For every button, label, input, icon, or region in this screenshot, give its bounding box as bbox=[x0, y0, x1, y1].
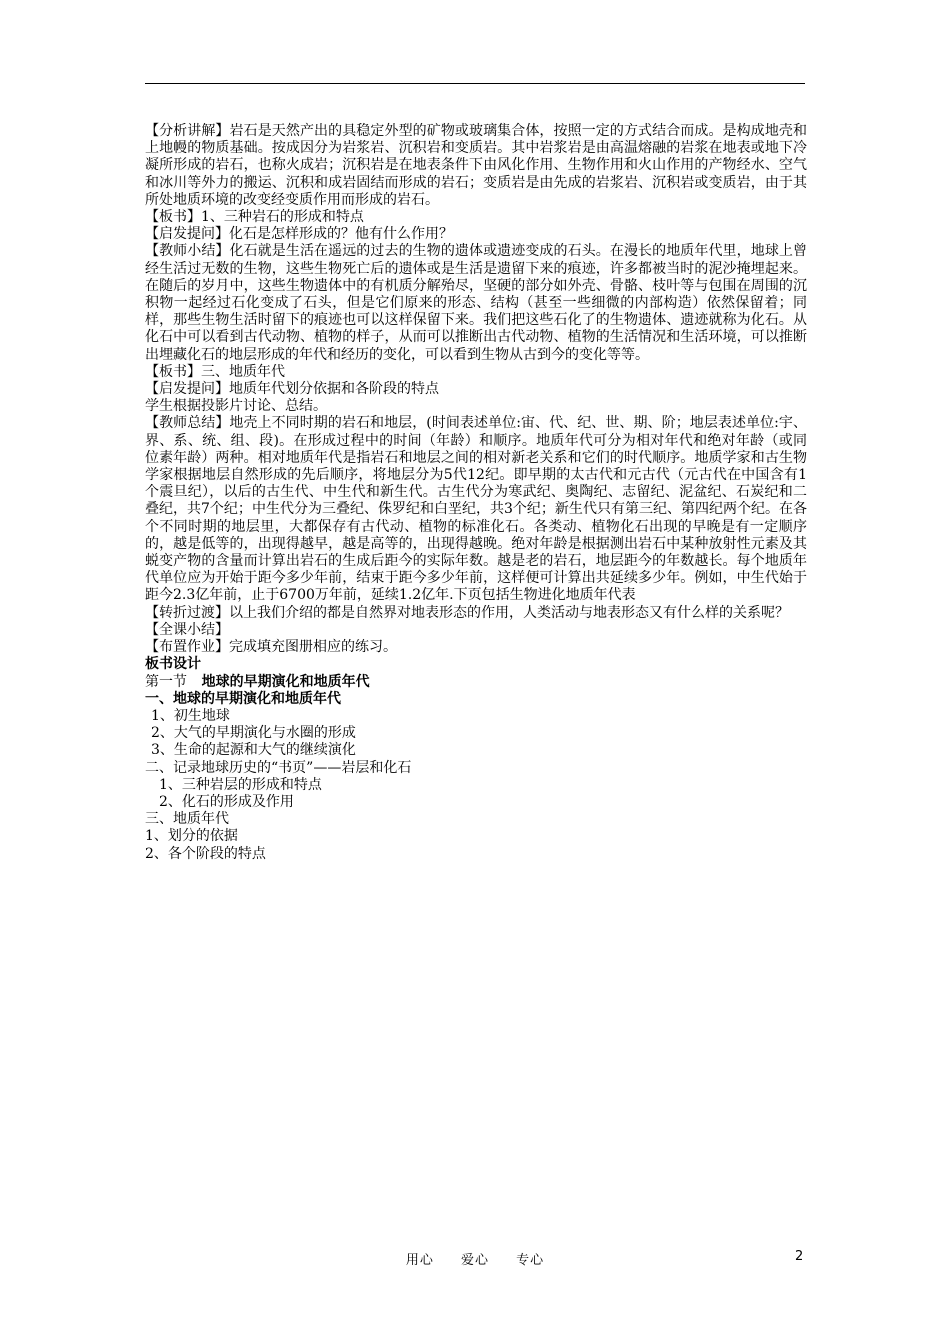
board-item: 3、生命的起源和大气的继续演化 bbox=[151, 742, 356, 759]
paragraph-board-3: 【板书】三、地质年代 bbox=[145, 363, 285, 380]
document-body bbox=[145, 123, 807, 863]
board-item: 二、记录地球历史的“书页”——岩层和化石 bbox=[145, 759, 412, 776]
paragraph-analysis: 【分析讲解】岩石是天然产出的具稳定外型的矿物或玻璃集合体，按照一定的方式结合而成。是构成地壳和上地幔的物质基础。按成因分为岩浆岩、沉积岩和变质岩。其中岩浆岩是由高温熔融的岩浆在地表或地下冷凝所形成的岩石，也称火成岩；沉积岩是在地表条件下由风化作用、生物作用和火山作用的产物经水、空气和冰川等外力的搬运、沉积和成岩固结而形成的岩石；变质岩是由先成的岩浆岩、沉积岩或变质岩，由于其所处地质环境的改变经变质作用而形成的岩石。 bbox=[145, 123, 807, 208]
section-title: 地球的早期演化和地质年代 bbox=[201, 673, 370, 690]
board-item: 2、化石的形成及作用 bbox=[159, 793, 294, 810]
board-item: 一、地球的早期演化和地质年代 bbox=[145, 690, 341, 707]
board-item: 1、初生地球 bbox=[151, 707, 230, 724]
board-design-title: 板书设计 bbox=[145, 656, 201, 673]
paragraph-question-fossil: 【启发提问】化石是怎样形成的？他有什么作用？ bbox=[145, 226, 453, 243]
board-item: 2、大气的早期演化与水圈的形成 bbox=[151, 725, 356, 742]
paragraph-homework: 【布置作业】完成填充图册相应的练习。 bbox=[145, 639, 397, 656]
paragraph-teacher-summary: 【教师小结】化石就是生活在遥远的过去的生物的遗体或遗迹变成的石头。在漫长的地质年代里，地球上曾经生活过无数的生物，这些生物死亡后的遗体或是生活是遗留下来的痕迹，许多都被当时的泥沙掩埋起来。在随后的岁月中，这些生物遗体中的有机质分解殆尽，坚硬的部分如外壳、骨骼、枝叶等与包围在周围的沉积物一起经过石化变成了石头，但是它们原来的形态、结构（甚至一些细微的内部构造）依然保留着；同样，那些生物生活时留下的痕迹也可以这样保留下来。我们把这些石化了的生物遗体、遗迹就称为化石。从化石中可以看到古代动物、植物的样子，从而可以推断出古代动物、植物的生活情况和生活环境，可以推断出埋藏化石的地层形成的年代和经历的变化，可以看到生物从古到今的变化等等。 bbox=[145, 243, 807, 363]
paragraph-transition: 【转折过渡】以上我们介绍的都是自然界对地表形态的作用，人类活动与地表形态又有什么样的关系呢？ bbox=[145, 604, 789, 621]
footer-motto: 用心 爱心 专心 bbox=[405, 1253, 545, 1268]
paragraph-student-discussion: 学生根据投影片讨论、总结。 bbox=[145, 398, 327, 415]
section-prefix: 第一节 bbox=[145, 673, 187, 690]
paragraph-teacher-conclusion: 【教师总结】地壳上不同时期的岩石和地层，(时间表述单位:宙、代、纪、世、期、阶；地层表述单位:宇、界、系、统、组、段)。在形成过程中的时间（年龄）和顺序。地质年代可分为相对年代和绝对年龄（或同位素年龄）两种。相对地质年代是指岩石和地层之间的相对新老关系和它们的时代顺序。地质学家和古生物学家根据地层自然形成的先后顺序，将地层分为5代12纪。即早期的太古代和元古代（元古代在中国含有1个震旦纪），以后的古生代、中生代和新生代。古生代分为寒武纪、奥陶纪、志留纪、泥盆纪、石炭纪和二叠纪，共7个纪；中生代分为三叠纪、侏罗纪和白垩纪，共3个纪；新生代只有第三纪、第四纪两个纪。在各个不同时期的地层里，大都保存有古代动、植物的标准化石。各类动、植物化石出现的早晚是有一定顺序的，越是低等的，出现得越早，越是高等的，出现得越晚。绝对年龄是根据测出岩石中某种放射性元素及其蜕变产物的含量而计算出岩石的生成后距今的实际年数。越是老的岩石，地层距今的年数越长。每个地质年代单位应为开始于距今多少年前，结束于距今多少年前，这样便可计算出共延续多少年。例如，中生代始于距今2.3亿年前，止于6700万年前，延续1.2亿年.下页包括生物进化地质年代表 bbox=[145, 415, 807, 604]
board-item: 1、三种岩层的形成和特点 bbox=[159, 776, 322, 793]
header-rule bbox=[145, 83, 805, 84]
paragraph-lesson-summary: 【全课小结】 bbox=[145, 621, 229, 638]
board-section-heading bbox=[145, 674, 807, 691]
board-item: 1、划分的依据 bbox=[145, 828, 238, 845]
board-item: 2、各个阶段的特点 bbox=[145, 845, 266, 862]
paragraph-board-1: 【板书】1、三种岩石的形成和特点 bbox=[145, 209, 364, 226]
page-number: 2 bbox=[795, 1249, 804, 1264]
board-item: 三、地质年代 bbox=[145, 811, 229, 828]
paragraph-question-geologic-time: 【启发提问】地质年代划分依据和各阶段的特点 bbox=[145, 381, 439, 398]
